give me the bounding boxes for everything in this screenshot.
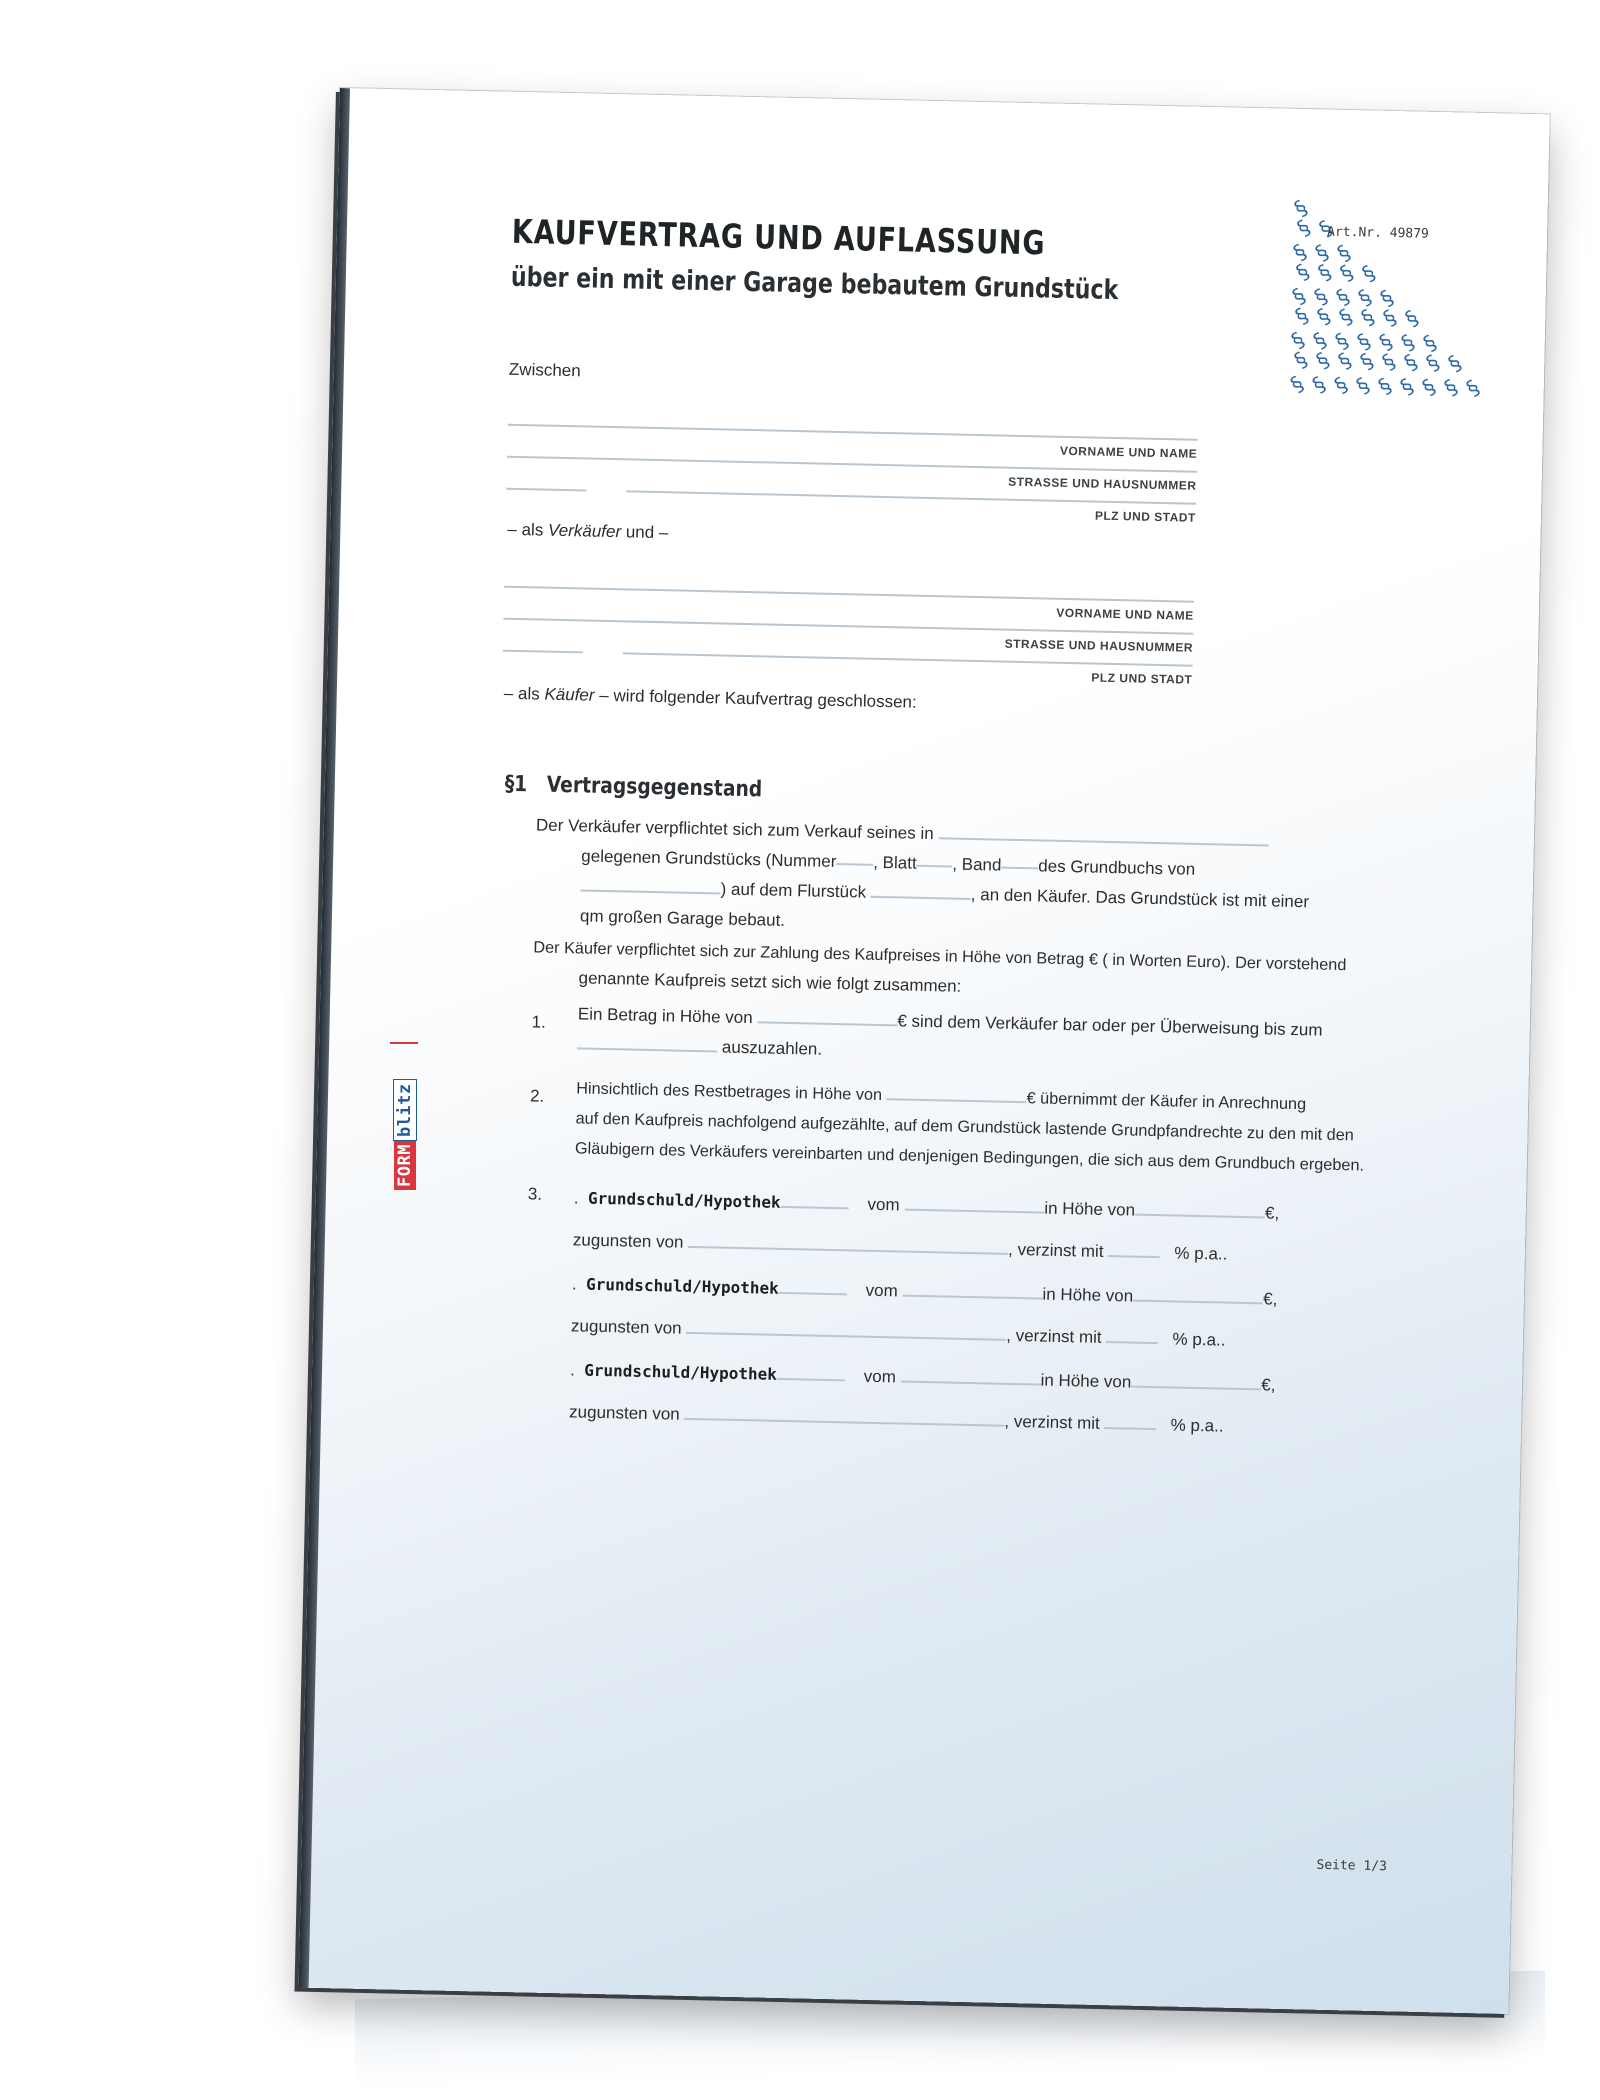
buyer-city-label: PLZ UND STADT (1091, 670, 1193, 687)
mortgage-entry: . Grundschuld/Hypothek vom in Höhe von €, zugunsten von , verzinst mit % p.a.. (568, 1360, 1276, 1436)
paragraph-glyph: § (1309, 283, 1332, 310)
paragraph-glyph: § (1378, 305, 1401, 331)
item-1-number: 1. (531, 1012, 547, 1032)
interest-field[interactable] (1106, 1325, 1158, 1344)
between-label: Zwischen (508, 359, 581, 381)
item-3-number: 3. (527, 1184, 543, 1204)
parcel-field[interactable] (871, 880, 971, 900)
paragraph-glyph: § (1352, 372, 1375, 399)
section-heading: §1 Vertragsgegenstand (504, 771, 763, 803)
paragraph-glyph: § (1332, 240, 1355, 267)
logo-blitz-text: blitz (393, 1079, 417, 1141)
paragraph-glyph: § (1439, 374, 1463, 401)
paragraph-glyph: § (1330, 372, 1353, 399)
paragraph-glyph: § (1331, 284, 1354, 311)
paragraph-glyph: § (1421, 349, 1444, 376)
buyer-name-label: VORNAME UND NAME (1056, 605, 1194, 623)
paragraph-glyph: § (1418, 330, 1442, 356)
mortgage-type: Grundschuld/Hypothek (585, 1274, 779, 1298)
buyer-role-line: – als Käufer – wird folgender Kaufvertrag geschlossen: (503, 683, 917, 712)
paragraph-glyph: § (1395, 373, 1419, 400)
paragraph-glyph: § (1417, 374, 1441, 400)
seller-zip-field[interactable] (506, 488, 586, 492)
paragraph-glyph: § (1292, 215, 1315, 241)
mortgage-amount-field[interactable] (1135, 1198, 1265, 1219)
formblitz-logo (390, 1042, 418, 1192)
document-title: KAUFVERTRAG UND AUFLASSUNG (511, 211, 1046, 263)
buyer-zip-field[interactable] (503, 650, 583, 654)
paragraph-glyph: § (1374, 329, 1398, 356)
paragraph-glyph: § (1289, 347, 1312, 373)
seller-name-field[interactable] (508, 424, 1198, 441)
volume-field[interactable] (1001, 851, 1038, 870)
buyer-name-field[interactable] (504, 586, 1194, 603)
paragraph-glyph: § (1330, 328, 1354, 355)
interest-field[interactable] (1104, 1411, 1156, 1430)
paragraph-glyph: § (1334, 304, 1357, 330)
mortgage-type: Grundschuld/Hypothek (587, 1188, 781, 1212)
interest-field[interactable] (1108, 1239, 1160, 1258)
paragraph-glyph: § (1286, 371, 1309, 398)
paragraph-glyph: § (1333, 348, 1356, 374)
paragraph-glyph: § (1352, 328, 1376, 355)
creditor-field[interactable] (688, 1230, 1008, 1255)
paragraph-glyph: § (1308, 371, 1331, 398)
mortgage-entry: . Grundschuld/Hypothek vom in Höhe von €, zugunsten von , verzinst mit % p.a.. (570, 1274, 1278, 1350)
remaining-amount-field[interactable] (886, 1082, 1026, 1103)
mortgage-type: Grundschuld/Hypothek (584, 1360, 778, 1384)
paragraph-property: Der Verkäufer verpflichtet sich zum Verkauf seines in gelegenen Grundstücks (Nummer , Blatt , Band des Grundbuchs von ) auf dem Flurstück , an den Käufer. Das Grundstück ist mit einer qm großen Garage bebaut. (534, 810, 1196, 944)
buyer-street-label: STRASSE UND HAUSNUMMER (1004, 636, 1194, 655)
article-number: Art.Nr. 49879 (1326, 224, 1429, 242)
number-field[interactable] (836, 847, 873, 866)
paragraph-glyph: § (1396, 329, 1420, 356)
payment-date-field[interactable] (577, 1031, 717, 1052)
mortgage-date-field[interactable] (904, 1193, 1044, 1214)
paragraph-glyph: § (1400, 305, 1423, 332)
paragraph-glyph: § (1399, 349, 1422, 376)
paragraph-price: Der Käufer verpflichtet sich zur Zahlung des Kaufpreises in Höhe von Betrag € ( in Worten Euro). Der vorstehend genannte Kaufpreis setzt sich wie folgt zusammen: (533, 938, 1347, 996)
paragraph-glyph: § (1461, 375, 1485, 401)
paragraph-glyph: § (1373, 373, 1397, 400)
paragraph-glyph: § (1308, 327, 1332, 354)
seller-name-label: VORNAME UND NAME (1059, 443, 1198, 461)
paragraph-glyph: § (1356, 304, 1379, 331)
paragraph-glyph: § (1287, 283, 1311, 310)
mortgage-amount-field[interactable] (1131, 1370, 1261, 1391)
mortgage-amount-field[interactable] (1133, 1284, 1263, 1305)
buyer-city-field[interactable] (623, 652, 1193, 666)
mortgage-entry: . Grundschuld/Hypothek vom in Höhe von €, zugunsten von , verzinst mit % p.a.. (572, 1188, 1280, 1264)
document-subtitle: über ein mit einer Garage bebautem Grundstück (510, 261, 1119, 307)
land-register-field[interactable] (581, 873, 721, 894)
buyer-role: Käufer (544, 684, 595, 705)
paragraph-glyph: § (1312, 303, 1335, 330)
logo-form-text: FORM (394, 1141, 416, 1190)
creditor-field[interactable] (684, 1402, 1004, 1427)
paragraph-glyph: § (1377, 349, 1400, 375)
seller-city-label: PLZ UND STADT (1094, 508, 1196, 525)
paragraph-glyph: § (1314, 215, 1337, 242)
paragraph-glyph: § (1288, 239, 1311, 266)
seller-role-line: – als Verkäufer und – (507, 519, 669, 543)
paragraph-glyph: § (1443, 350, 1466, 377)
seller-city-field[interactable] (626, 490, 1196, 504)
mortgage-date-field[interactable] (902, 1279, 1042, 1300)
property-location-field[interactable] (938, 821, 1268, 846)
paragraph-glyph: § (1357, 260, 1380, 287)
paragraph-glyph: § (1290, 303, 1313, 329)
page-number: Seite 1/3 (1316, 1857, 1388, 1875)
seller-street-label: STRASSE UND HAUSNUMMER (1008, 474, 1197, 493)
paragraph-glyph: § (1375, 285, 1398, 312)
item-2-text: Hinsichtlich des Restbetrages in Höhe von € übernimmt der Käufer in Anrechnung auf den Kaufpreis nachfolgend aufgezählte, auf dem Grundstück lastende Grundpfandrechte zu den mit den Gläubigern des Verkäufers vereinbarten und denjenigen Bedingungen, die sich aus dem Grundbuch ergeben. (574, 1079, 1365, 1175)
item-2-number: 2. (529, 1086, 545, 1106)
creditor-field[interactable] (686, 1316, 1006, 1341)
paragraph-glyph: § (1289, 195, 1312, 222)
paragraph-glyph: § (1286, 327, 1310, 354)
document-page (299, 88, 1550, 2014)
paragraph-glyph: § (1291, 259, 1314, 285)
paragraph-glyph: § (1335, 260, 1358, 286)
paragraph-glyph: § (1313, 259, 1336, 286)
sheet-field[interactable] (917, 849, 953, 868)
mortgage-date-field[interactable] (901, 1365, 1041, 1386)
paragraph-glyph: § (1310, 239, 1333, 266)
paragraph-property-end: qm großen Garage bebaut. (579, 906, 786, 930)
amount-field[interactable] (757, 1005, 897, 1026)
paragraph-glyph: § (1355, 348, 1378, 375)
item-1-text: Ein Betrag in Höhe von € sind dem Verkäufer bar oder per Überweisung bis zum auszuzahlen. (577, 1004, 1323, 1059)
paragraph-glyph: § (1311, 347, 1334, 374)
paragraph-glyph: § (1353, 284, 1376, 311)
seller-role: Verkäufer (547, 520, 622, 542)
